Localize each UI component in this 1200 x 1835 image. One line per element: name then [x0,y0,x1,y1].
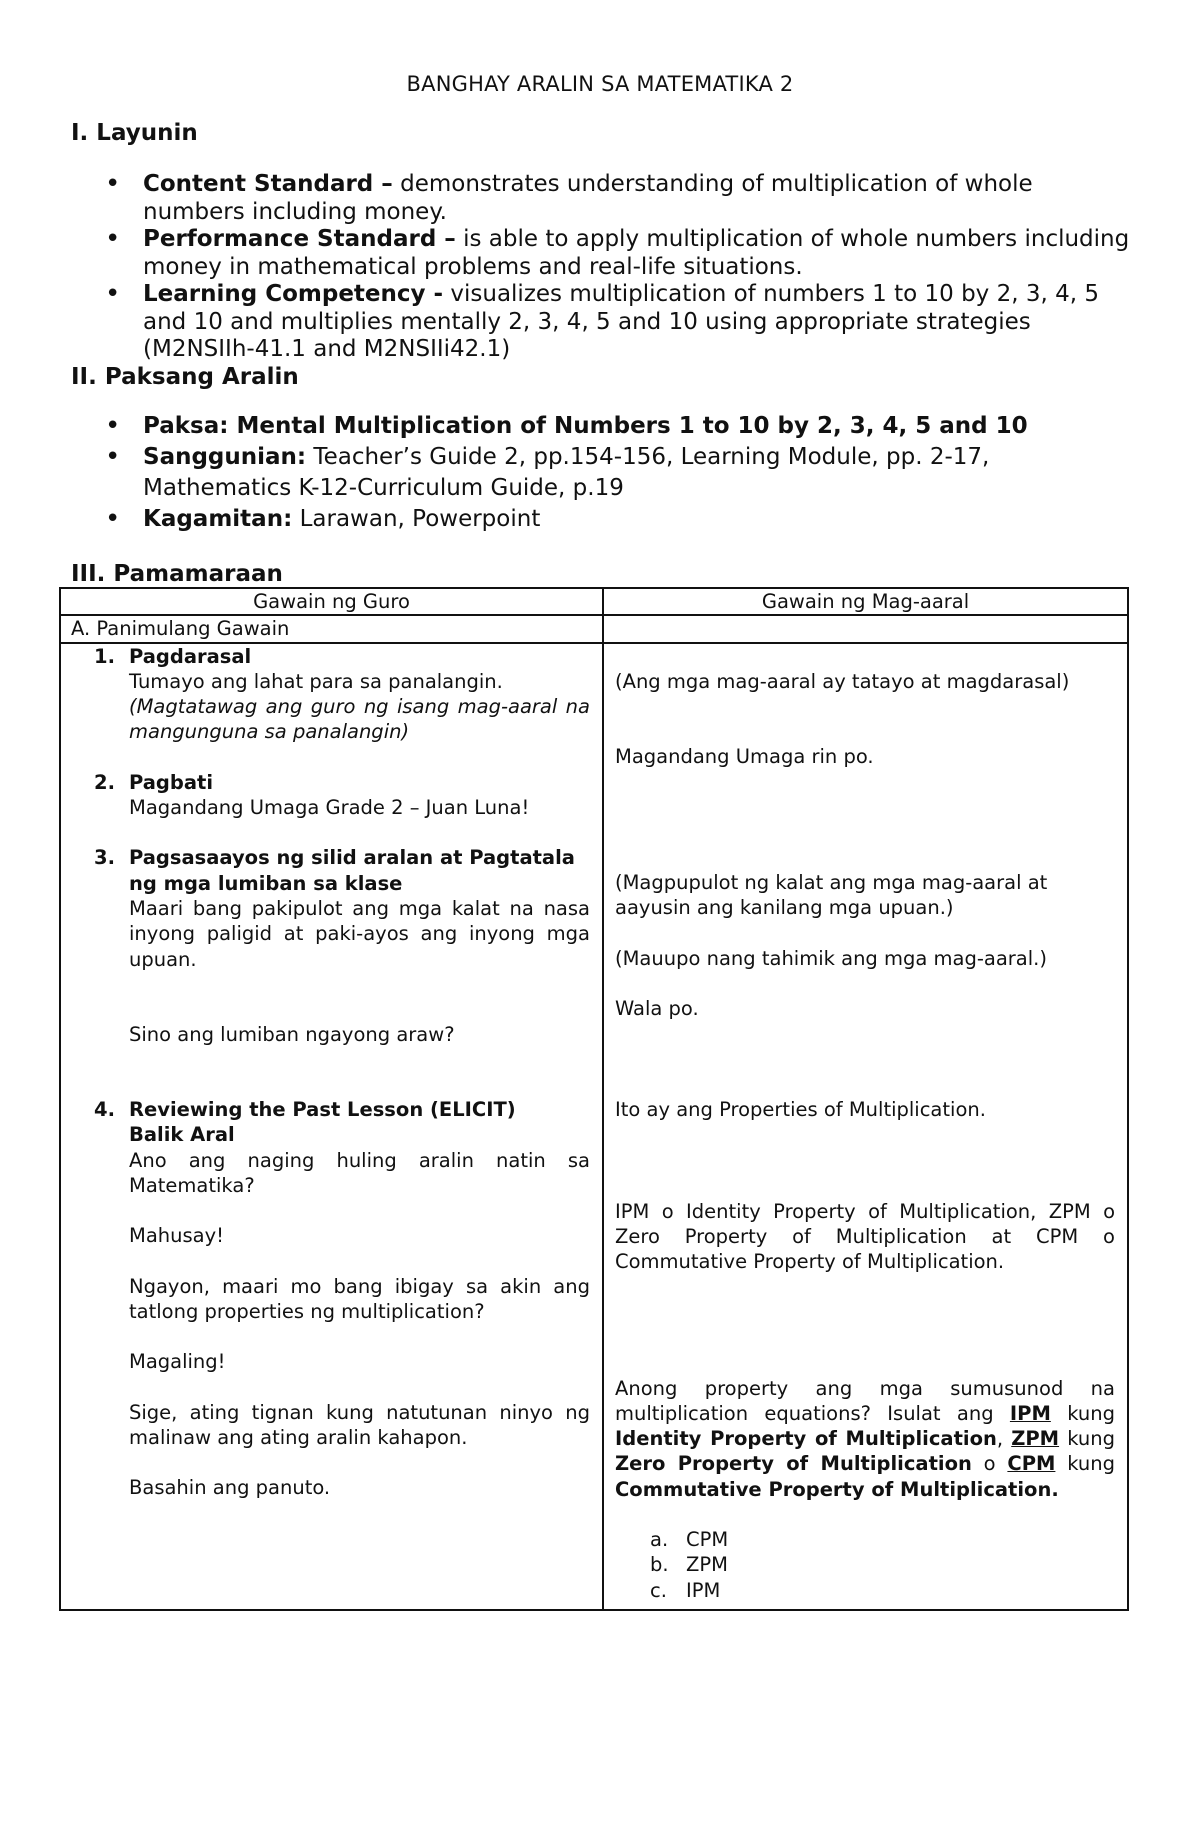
column-header-teacher: Gawain ng Guro [60,588,603,615]
objectives-list [105,171,1135,364]
teacher-text: Sige, ating tignan kung natutunan ninyo ng malinaw ang ating aralin kahapon. [129,1400,590,1449]
list-item [105,411,1135,442]
lesson-procedure-table [59,587,1129,1611]
objective-label: Learning Competency - [143,281,444,307]
topic-list [105,411,1135,535]
topic-text: Larawan, Powerpoint [292,506,541,532]
list-item [105,226,1135,281]
page-title: BANGHAY ARALIN SA MATEMATIKA 2 [406,72,794,96]
step-heading: 3. Pagsasaayos ng silid aralan at Pagtatala ng mga lumiban sa klase [94,846,575,895]
teacher-text: Ngayon, maari mo bang ibigay sa akin ang tatlong properties ng multiplication? [129,1274,590,1323]
step-heading: 4. Reviewing the Past Lesson (ELICIT) [94,1098,516,1122]
teacher-text: Tumayo ang lahat para sa panalangin. [129,669,503,693]
step-heading: 2. Pagbati [94,770,214,794]
empty-cell [603,615,1128,642]
step-subheading: Balik Aral [129,1123,235,1147]
objective-text: demonstrates understanding of multiplication of whole numbers including money. [143,171,1033,225]
teacher-text: Ano ang naging huling aralin natin sa Matematika? [129,1148,590,1198]
objective-label: Content Standard – [143,171,393,197]
table-row [60,615,1128,642]
student-response: IPM o Identity Property of Multiplication, ZPM o Zero Property of Multiplication at CPM o Commutative Property of Multiplication. [615,1199,1115,1274]
student-response: Magandang Umaga rin po. [615,744,874,768]
topic-label: Sanggunian: [143,444,307,470]
student-response: Wala po. [615,997,699,1021]
teacher-text: Magaling! [129,1350,226,1374]
teacher-text: Maari bang pakipulot ang mga kalat na nasa inyong paligid at paki-ayos ang inyong mga upuan. [129,896,590,971]
column-header-student: Gawain ng Mag-aaral [603,588,1128,615]
list-item [105,442,1135,504]
exercise-instructions: Anong property ang mga sumusunod na multiplication equations? Isulat ang IPM kung Identity Property of Multiplication, ZPM kung Zero Property of Multiplication o CPM kung Commutative Property of Multiplication. [615,1376,1115,1501]
answer-item: c. IPM [650,1578,721,1602]
table-row [60,643,1128,1610]
teacher-text: Mahusay! [129,1224,224,1248]
student-response: (Ang mga mag-aaral ay tatayo at magdarasal) [615,669,1070,693]
topic-label: Kagamitan: [143,506,293,532]
list-item [105,171,1135,226]
answer-item: b. ZPM [650,1553,728,1577]
objective-text: is able to apply multiplication of whole numbers including money in mathematical problems and real-life situations. [143,226,1130,280]
section-heading-paksang-aralin: II. Paksang Aralin [71,364,299,390]
student-activities-cell [603,643,1128,1610]
step-heading: 1. Pagdarasal [94,644,252,668]
student-response: (Mauupo nang tahimik ang mga mag-aaral.) [615,946,1047,970]
section-heading-layunin: I. Layunin [71,120,198,146]
student-response: (Magpupulot ng kalat ang mga mag-aaral at aayusin ang kanilang mga upuan.) [615,871,1048,920]
objective-label: Performance Standard – [143,226,456,252]
teacher-text: Magandang Umaga Grade 2 – Juan Luna! [129,796,530,820]
objective-text: visualizes multiplication of numbers 1 to 10 by 2, 3, 4, 5 and 10 and multiplies mentally 2, 3, 4, 5 and 10 using appropriate strategies (M2NSIIh-41.1 and M2NSIIi42.1) [143,281,1099,362]
teacher-activities-cell [60,643,603,1610]
list-item [105,504,1135,535]
topic-label: Paksa: Mental Multiplication of Numbers 1 to 10 by 2, 3, 4, 5 and 10 [143,413,1028,439]
list-item [105,281,1135,364]
section-heading-pamamaraan: III. Pamamaraan [71,561,283,587]
topic-text: Teacher’s Guide 2, pp.154-156, Learning Module, pp. 2-17, Mathematics K-12-Curriculum Guide, p.19 [143,444,990,501]
teacher-text: Sino ang lumiban ngayong araw? [129,1022,455,1046]
teacher-text: Basahin ang panuto. [129,1476,331,1500]
table-header-row [60,588,1128,615]
teacher-note: (Magtatawag ang guro ng isang mag-aaral na mangunguna sa panalangin) [129,695,590,744]
subheader-panimulang-gawain: A. Panimulang Gawain [60,615,603,642]
student-response: Ito ay ang Properties of Multiplication. [615,1098,986,1122]
answer-item: a. CPM [650,1528,729,1552]
